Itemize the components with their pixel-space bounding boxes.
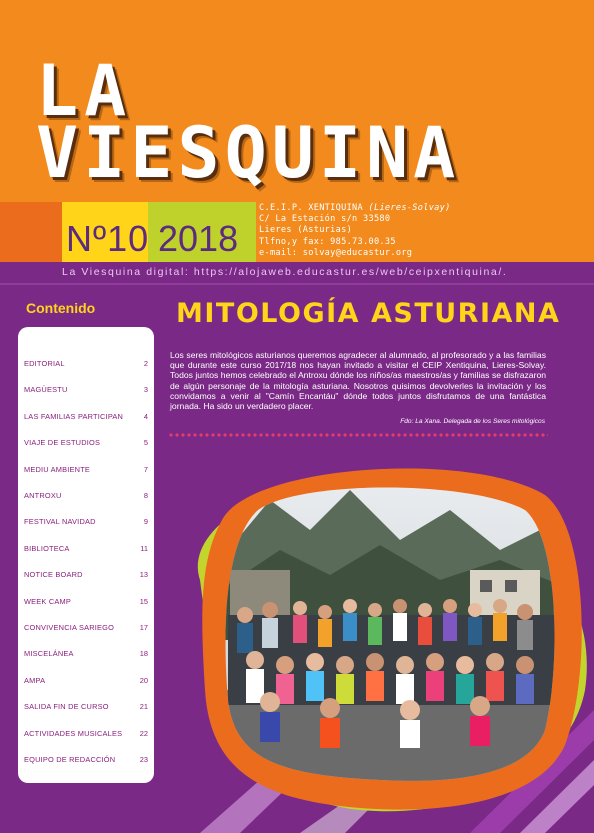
toc-item-label: EQUIPO DE REDACCIÓN [24, 755, 116, 764]
toc-item-label: ACTIVIDADES MUSICALES [24, 728, 123, 738]
toc-item-label: LAS FAMILIAS PARTICIPAN [24, 411, 124, 421]
school-name: C.E.I.P. XENTIQUINA [259, 203, 364, 213]
article-signature: Fdo: La Xana. Delegada de los Seres mitológicos [400, 418, 545, 425]
issue-year: 2018 [158, 218, 239, 259]
toc-item-page: 15 [139, 596, 148, 606]
toc-item-label: MISCELÁNEA [24, 649, 74, 659]
toc-item-label: SALIDA FIN DE CURSO [24, 702, 109, 712]
school-address: C/ La Estación s/n 33580 [259, 214, 391, 225]
masthead-title-line-1: LA [36, 50, 133, 132]
toc-item-page: 20 [139, 675, 148, 685]
toc-item-page: 18 [139, 649, 148, 659]
toc-item-page: 17 [139, 623, 148, 632]
school-contact-block [259, 203, 459, 259]
toc-item-page: 22 [139, 728, 148, 738]
digital-edition-link[interactable]: La Viesquina digital: https://alojaweb.educastur.es/web/ceipxentiquina/. [62, 266, 508, 278]
toc-item-page: 23 [139, 755, 148, 764]
toc-item-label: NOTICE BOARD [24, 570, 83, 580]
toc-item-label: BIBLIOTECA [24, 543, 70, 553]
toc-item-page: 11 [140, 543, 148, 553]
group-photo [220, 480, 560, 800]
toc-item-label: VIAJE DE ESTUDIOS [24, 438, 101, 448]
school-phone: Tlfno,y fax: 985.73.00.35 [259, 236, 396, 247]
toc-item[interactable] [24, 357, 148, 371]
school-name-line [259, 203, 459, 214]
toc-item-label: CONVIVENCIA SARIEGO [24, 623, 115, 632]
dotted-divider [168, 432, 548, 438]
toc-item-page: 9 [143, 517, 148, 527]
masthead-title-line-2: VIESQUINA [36, 112, 461, 194]
toc-item-page: 13 [139, 570, 148, 580]
toc-item-label: EDITORIAL [24, 359, 65, 368]
toc-item-label: FESTIVAL NAVIDAD [24, 517, 96, 527]
toc-item-page: 3 [143, 385, 148, 395]
school-name-suffix: (Lieres-Solvay) [368, 203, 451, 213]
toc-item-page: 7 [143, 464, 148, 474]
color-block-dark-orange [0, 202, 62, 262]
toc-item-label: MAGÜESTU [24, 385, 68, 395]
toc-item-label: ANTROXU [24, 491, 62, 500]
toc-heading: Contenido [26, 300, 96, 316]
issue-number: Nº10 [66, 218, 150, 259]
toc-item-page: 2 [143, 359, 148, 368]
header-divider [0, 283, 594, 285]
article-body: Los seres mitológicos asturianos queremos agradecer al alumnado, al profesorado y a las familias que durante este curso 2017/18 nos hayan invitado a visitar el CEIP Xentiquina, Lieres-Solvay. Todos juntos hemos celebrado el Antroxu dónde los niños/as maestros/as y familias se disfrazaron de algún personaje de la mitología asturiana. Nosotros quisimos devolverles la invitación y los convidamos a venir al "Camín Encantáu" dónde todos juntos disfrutamos de una fantástica jornada. Ha sido un verdadero placer. [170, 350, 546, 412]
toc-item-page: 4 [143, 411, 148, 421]
toc-item-label: WEEK CAMP [24, 596, 71, 606]
article-title: MITOLOGÍA ASTURIANA [176, 298, 561, 329]
school-town: Lieres (Asturias) [259, 225, 353, 236]
toc-item[interactable] [24, 383, 148, 397]
toc-item-page: 21 [139, 702, 148, 712]
group-photo-collage [0, 440, 594, 833]
toc-item-page: 5 [143, 438, 148, 448]
toc-item-label: AMPA [24, 675, 46, 685]
toc-item[interactable] [24, 410, 148, 424]
toc-item-page: 8 [143, 491, 148, 500]
school-email[interactable]: e-mail: solvay@educastur.org [259, 247, 413, 258]
toc-item-label: MEDIU AMBIENTE [24, 464, 91, 474]
